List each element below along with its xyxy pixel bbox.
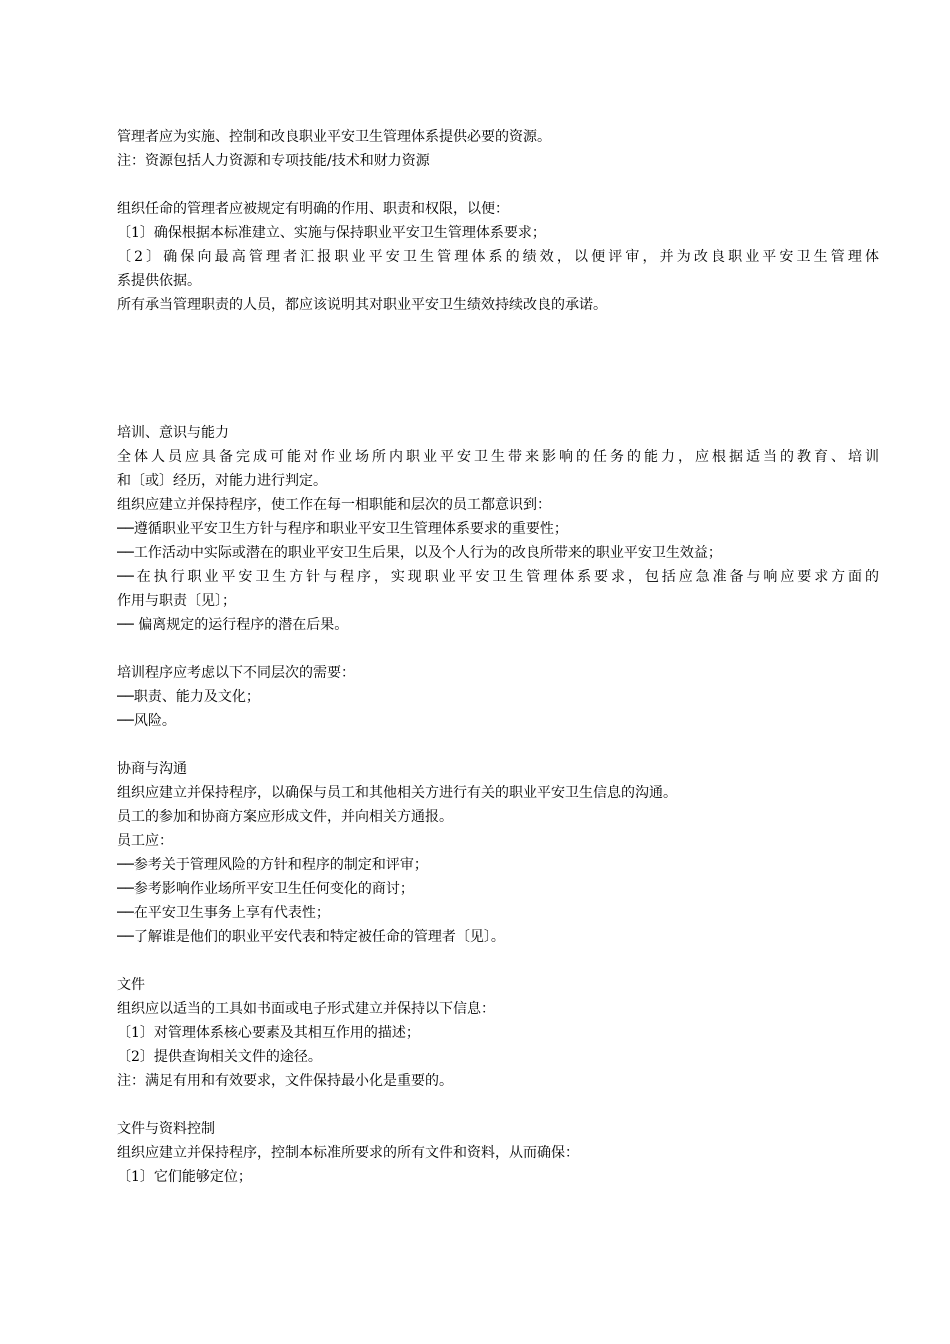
section-heading: 培训、意识与能力 xyxy=(117,425,229,441)
list-item: ──在平安卫生事务上享有代表性； xyxy=(117,905,330,921)
document-page xyxy=(117,125,879,1189)
list-item: 〔1〕确保根据本标准建立、实施与保持职业平安卫生管理体系要求； xyxy=(117,225,546,241)
paragraph-gap xyxy=(117,949,879,973)
section-heading: 协商与沟通 xyxy=(117,761,187,777)
section-consultation xyxy=(117,757,879,949)
paragraph-appointed-manager xyxy=(117,197,879,317)
section-heading: 文件 xyxy=(117,977,145,993)
section-document-control xyxy=(117,1117,879,1189)
list-item: 〔2〕确保向最高管理者汇报职业平安卫生管理体系的绩效，以便评审，并为改良职业平安卫生管理体 xyxy=(117,249,879,265)
section-heading: 文件与资料控制 xyxy=(117,1121,215,1137)
list-item: ──参考影响作业场所平安卫生任何变化的商讨； xyxy=(117,881,414,897)
text-line: 组织应以适当的工具如书面或电子形式建立并保持以下信息： xyxy=(117,1001,495,1017)
text-line: 所有承当管理职责的人员，都应该说明其对职业平安卫生绩效持续改良的承诺。 xyxy=(117,297,607,313)
paragraph-gap xyxy=(117,173,879,197)
list-item: ──工作活动中实际或潜在的职业平安卫生后果，以及个人行为的改良所带来的职业平安卫生效益； xyxy=(117,545,722,561)
text-line: 培训程序应考虑以下不同层次的需要： xyxy=(117,665,355,681)
paragraph-gap xyxy=(117,1093,879,1117)
list-item: ──参考关于管理风险的方针和程序的制定和评审； xyxy=(117,857,428,873)
text-line: 管理者应为实施、控制和改良职业平安卫生管理体系提供必要的资源。 xyxy=(117,129,551,145)
list-item-continuation: 作用与职责〔见〕； xyxy=(117,593,236,609)
list-item-continuation: 系提供依据。 xyxy=(117,273,201,289)
paragraph-gap xyxy=(117,637,879,661)
text-line: 组织应建立并保持程序，以确保与员工和其他相关方进行有关的职业平安卫生信息的沟通。 xyxy=(117,785,677,801)
paragraph-training-levels xyxy=(117,661,879,733)
text-line: 组织任命的管理者应被规定有明确的作用、职责和权限，以便： xyxy=(117,201,509,217)
text-line: 员工应： xyxy=(117,833,173,849)
list-item: ──遵循职业平安卫生方针与程序和职业平安卫生管理体系要求的重要性； xyxy=(117,521,568,537)
note-line: 注：资源包括人力资源和专项技能/技术和财力资源 xyxy=(117,153,430,169)
list-item: ──了解谁是他们的职业平安代表和特定被任命的管理者〔见〕。 xyxy=(117,929,505,945)
text-line: 全体人员应具备完成可能对作业场所内职业平安卫生带来影响的任务的能力，应根据适当的教育、培训 xyxy=(117,449,879,465)
paragraph-resources xyxy=(117,125,879,173)
list-item: ──风险。 xyxy=(117,713,176,729)
list-item: ──在执行职业平安卫生方针与程序，实现职业平安卫生管理体系要求，包括应急准备与响应要求方面的 xyxy=(117,569,879,585)
text-line: 组织应建立并保持程序，使工作在每一相职能和层次的员工都意识到： xyxy=(117,497,551,513)
section-gap xyxy=(117,317,879,421)
list-item: 〔1〕它们能够定位； xyxy=(117,1169,252,1185)
section-documentation xyxy=(117,973,879,1093)
list-item: 〔1〕对管理体系核心要素及其相互作用的描述； xyxy=(117,1025,420,1041)
list-item: ── 偏离规定的运行程序的潜在后果。 xyxy=(117,617,349,633)
paragraph-gap xyxy=(117,733,879,757)
text-line: 组织应建立并保持程序，控制本标准所要求的所有文件和资料，从而确保： xyxy=(117,1145,579,1161)
section-training xyxy=(117,421,879,637)
text-line: 和〔或〕经历，对能力进行判定。 xyxy=(117,473,327,489)
text-line: 员工的参加和协商方案应形成文件，并向相关方通报。 xyxy=(117,809,453,825)
list-item: 〔2〕提供查询相关文件的途径。 xyxy=(117,1049,322,1065)
note-line: 注：满足有用和有效要求，文件保持最小化是重要的。 xyxy=(117,1073,453,1089)
list-item: ──职责、能力及文化； xyxy=(117,689,260,705)
